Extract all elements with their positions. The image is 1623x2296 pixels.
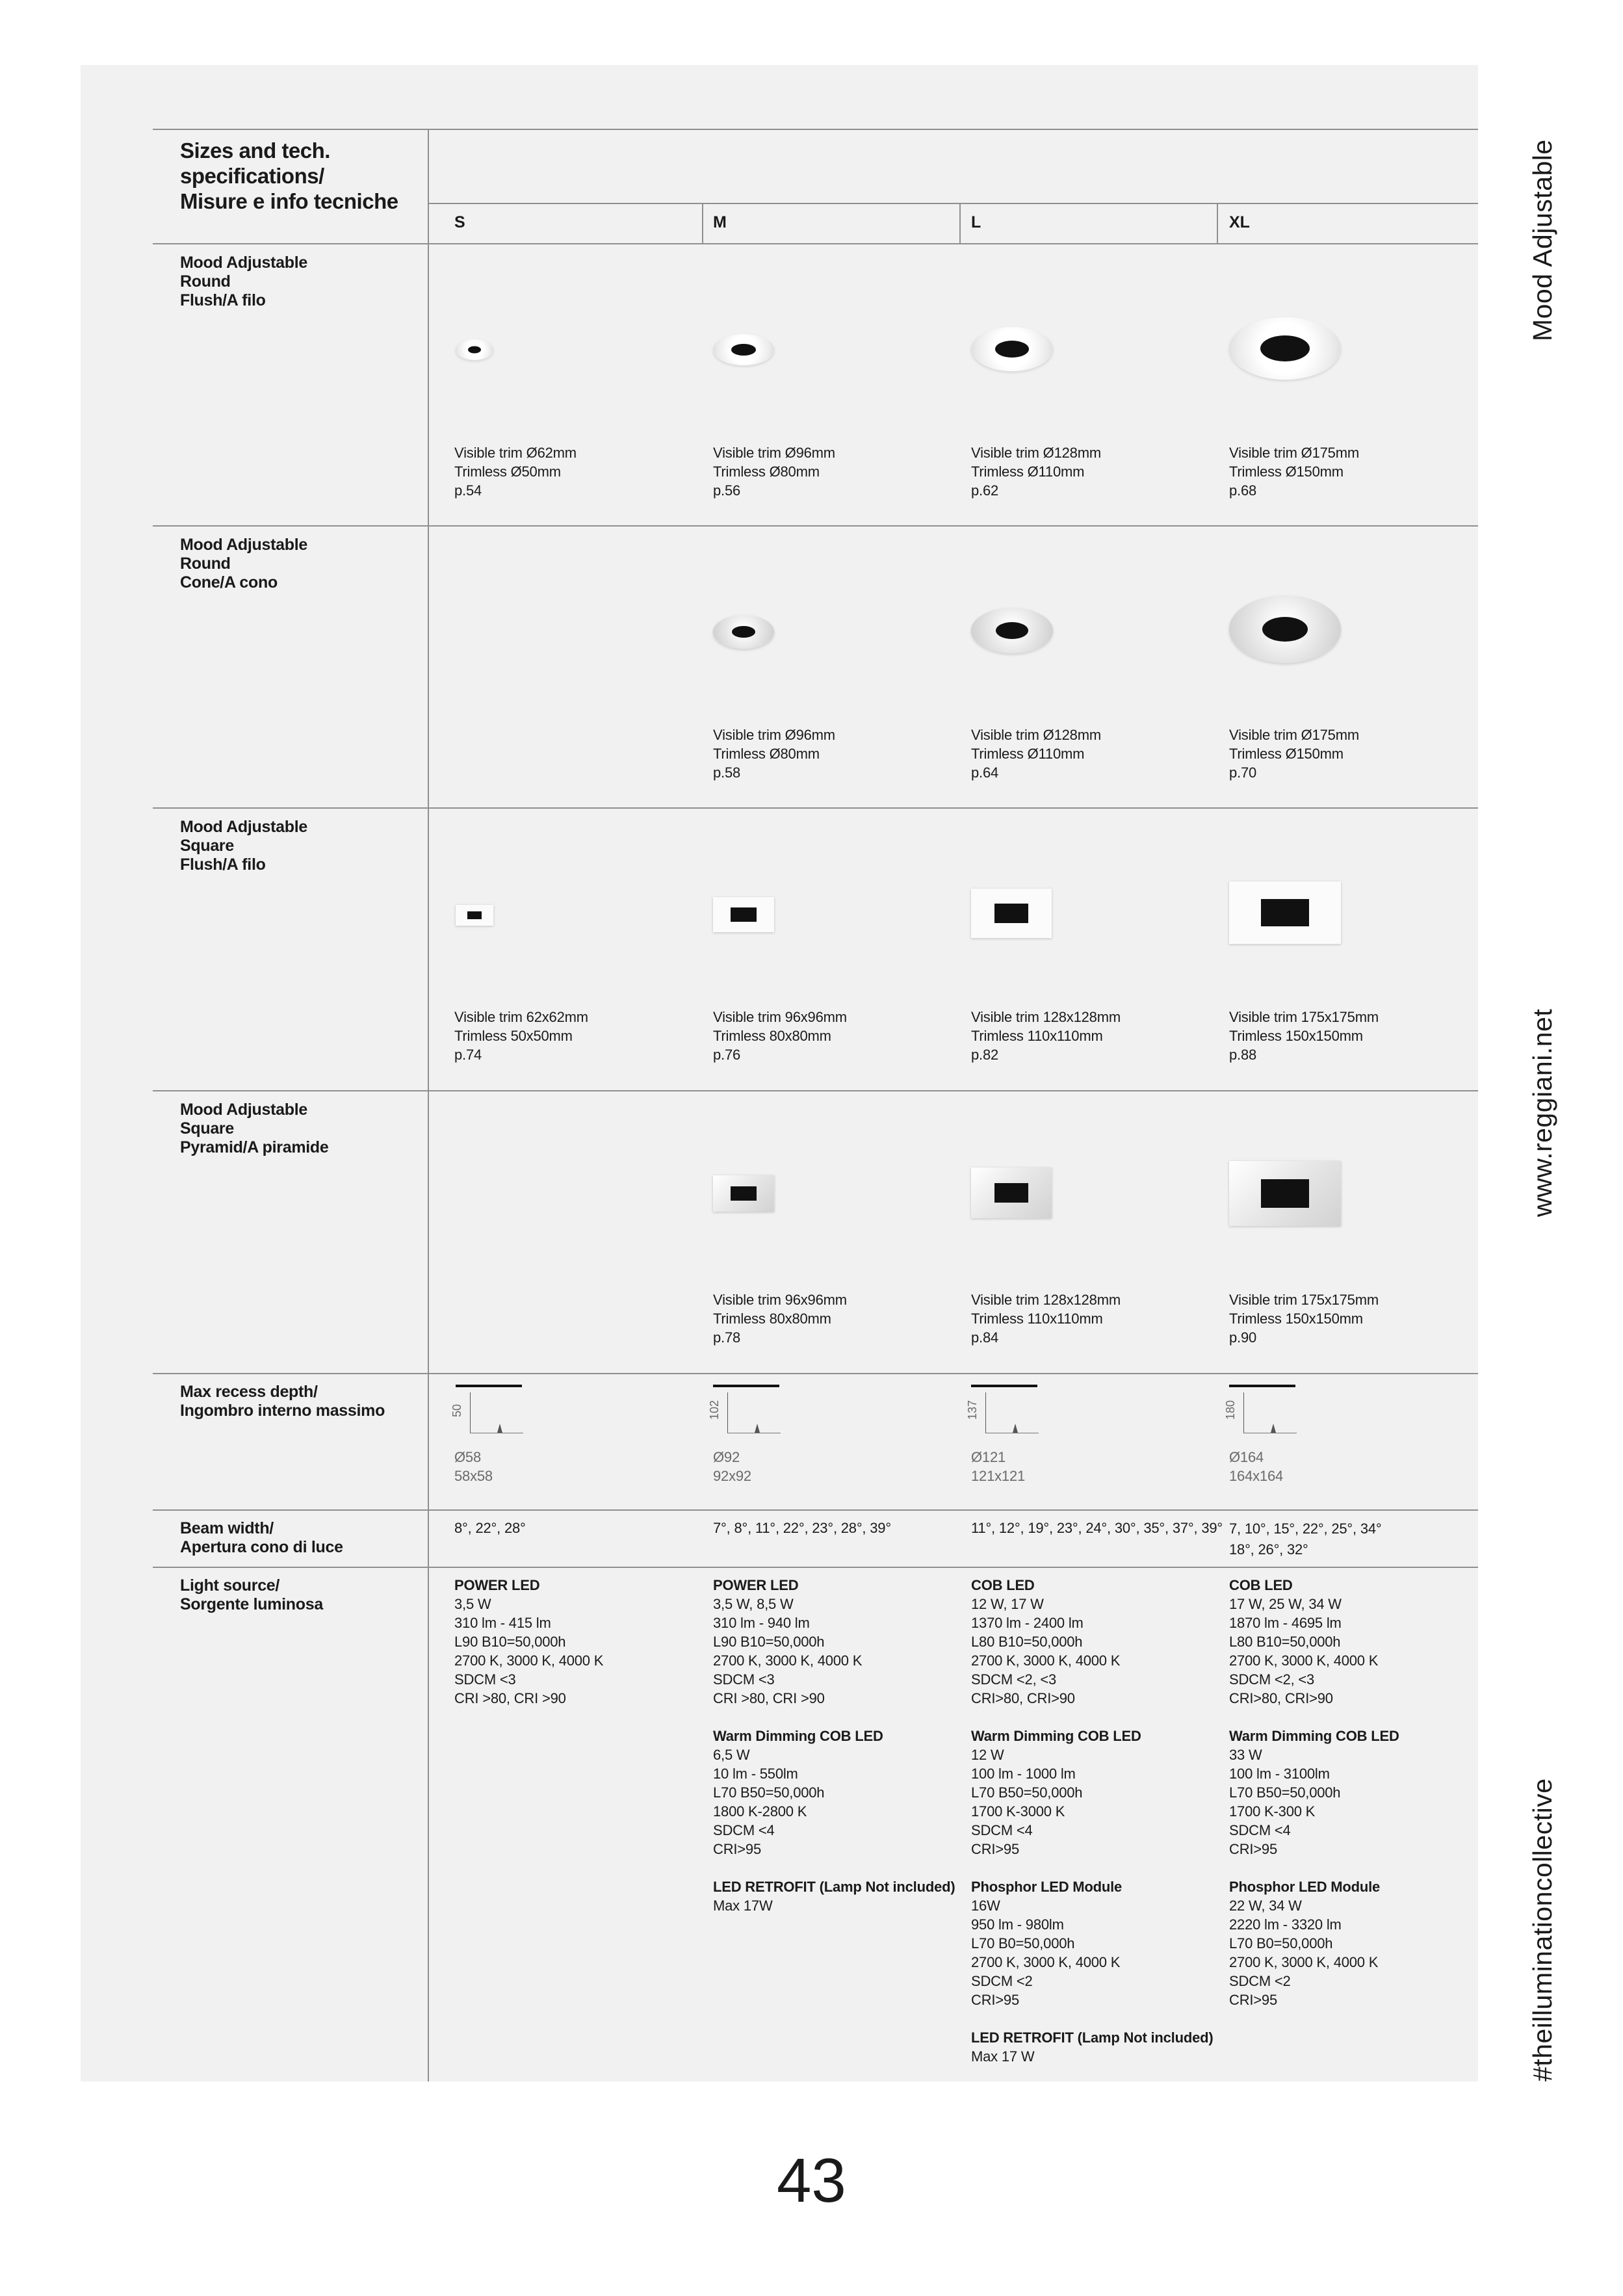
recess-size-xl: Ø164 164x164	[1229, 1449, 1284, 1484]
light-source-l: COB LED 12 W, 17 W 1370 lm - 2400 lm L80 B10=50,000h 2700 K, 3000 K, 4000 K SDCM <2, <3 CRI>80, CRI>90 Warm Dimming COB LED 12 W 100 lm - 1000 lm L70 B50=50,000h 1700 K-3000 K SDCM <4 CRI>95 Phosphor LED Module 16W 950 lm - 980lm L70 B0=50,000h 2700 K, 3000 K, 4000 K SDCM <2 CRI>95 LED RETROFIT (Lamp Not included) Max 17 W	[971, 1577, 1214, 2065]
square-pyramid-l-image	[971, 1168, 1052, 1218]
row-label-round-flush: Mood Adjustable Round Flush/A filo	[180, 254, 307, 309]
spec-square-flush-s: Visible trim 62x62mm Trimless 50x50mm p.74	[454, 1009, 588, 1063]
divider	[153, 525, 1478, 527]
square-pyramid-m-image	[713, 1175, 774, 1212]
row-label-square-flush: Mood Adjustable Square Flush/A filo	[180, 818, 307, 874]
beam-m: 7°, 8°, 11°, 22°, 23°, 28°, 39°	[713, 1520, 891, 1536]
round-flush-s-image	[456, 339, 493, 360]
spec-square-flush-m: Visible trim 96x96mm Trimless 80x80mm p.76	[713, 1009, 847, 1063]
recess-diagram-xl	[1224, 1385, 1301, 1437]
square-pyramid-xl-image	[1229, 1161, 1341, 1226]
divider	[153, 243, 1478, 244]
square-flush-xl-image	[1229, 881, 1341, 944]
square-flush-s-image	[456, 905, 493, 926]
light-source-s: POWER LED 3,5 W 310 lm - 415 lm L90 B10=50,000h 2700 K, 3000 K, 4000 K SDCM <3 CRI >80, CRI >90	[454, 1577, 604, 1706]
spec-square-flush-xl: Visible trim 175x175mm Trimless 150x150mm p.88	[1229, 1009, 1379, 1063]
row-label-round-cone: Mood Adjustable Round Cone/A cono	[180, 536, 307, 592]
recess-size-l: Ø121 121x121	[971, 1449, 1026, 1484]
spec-round-flush-l: Visible trim Ø128mm Trimless Ø110mm p.62	[971, 445, 1101, 499]
spec-round-flush-xl: Visible trim Ø175mm Trimless Ø150mm p.68	[1229, 445, 1359, 499]
light-source-xl: COB LED 17 W, 25 W, 34 W 1870 lm - 4695 lm L80 B10=50,000h 2700 K, 3000 K, 4000 K SDCM <2, <3 CRI>80, CRI>90 Warm Dimming COB LED 33 W 100 lm - 3100lm L70 B50=50,000h 1700 K-300 K SDCM <4 CRI>95 Phosphor LED Module 22 W, 34 W 2220 lm - 3320 lm L70 B0=50,000h 2700 K, 3000 K, 4000 K SDCM <2 CRI>95	[1229, 1577, 1399, 2008]
column-divider	[428, 129, 429, 2081]
recess-diagram-s	[450, 1385, 527, 1437]
spec-square-pyramid-m: Visible trim 96x96mm Trimless 80x80mm p.78	[713, 1292, 847, 1346]
table-title: Sizes and tech. specifications/ Misure e info tecniche	[180, 138, 398, 213]
round-cone-m-image	[713, 615, 774, 649]
light-source-m: POWER LED 3,5 W, 8,5 W 310 lm - 940 lm L90 B10=50,000h 2700 K, 3000 K, 4000 K SDCM <3 CRI >80, CRI >90 Warm Dimming COB LED 6,5 W 10 lm - 550lm L70 B50=50,000h 1800 K-2800 K SDCM <4 CRI>95 LED RETROFIT (Lamp Not included) Max 17W	[713, 1577, 955, 1914]
divider	[153, 1090, 1478, 1091]
divider	[153, 1509, 1478, 1511]
spec-round-cone-m: Visible trim Ø96mm Trimless Ø80mm p.58	[713, 727, 835, 781]
spec-round-cone-xl: Visible trim Ø175mm Trimless Ø150mm p.70	[1229, 727, 1359, 781]
row-label-beam: Beam width/ Apertura cono di luce	[180, 1519, 343, 1556]
round-cone-l-image	[971, 608, 1053, 653]
column-divider	[1217, 203, 1218, 243]
column-header-s: S	[454, 213, 465, 231]
square-flush-l-image	[971, 889, 1052, 938]
recess-depth-s: 50	[450, 1403, 463, 1417]
spec-square-pyramid-xl: Visible trim 175x175mm Trimless 150x150mm p.90	[1229, 1292, 1379, 1346]
square-flush-m-image	[713, 897, 774, 932]
divider	[153, 1567, 1478, 1568]
page-number: 43	[777, 2146, 846, 2215]
column-header-m: M	[713, 213, 727, 231]
round-flush-m-image	[713, 334, 774, 365]
side-text-hashtag: #theilluminationcollective	[1527, 1778, 1557, 2081]
beam-xl: 7, 10°, 15°, 22°, 25°, 34° 18°, 26°, 32°	[1229, 1520, 1382, 1558]
divider	[428, 203, 1478, 204]
spec-square-pyramid-l: Visible trim 128x128mm Trimless 110x110mm p.84	[971, 1292, 1121, 1346]
recess-depth-m: 102	[708, 1400, 721, 1420]
recess-diagram-l	[966, 1385, 1043, 1437]
spec-round-cone-l: Visible trim Ø128mm Trimless Ø110mm p.64	[971, 727, 1101, 781]
column-header-xl: XL	[1229, 213, 1250, 231]
spec-round-flush-m: Visible trim Ø96mm Trimless Ø80mm p.56	[713, 445, 835, 499]
row-label-recess: Max recess depth/ Ingombro interno massimo	[180, 1383, 385, 1420]
column-divider	[959, 203, 961, 243]
round-flush-xl-image	[1229, 317, 1341, 380]
recess-size-s: Ø58 58x58	[454, 1449, 493, 1484]
divider	[153, 807, 1478, 809]
column-divider	[702, 203, 703, 243]
beam-l: 11°, 12°, 19°, 23°, 24°, 30°, 35°, 37°, 39°	[971, 1520, 1223, 1536]
divider	[153, 129, 1478, 130]
spec-square-flush-l: Visible trim 128x128mm Trimless 110x110mm p.82	[971, 1009, 1121, 1063]
round-cone-xl-image	[1229, 595, 1341, 663]
side-text-website[interactable]: www.reggiani.net	[1527, 1008, 1557, 1217]
row-label-light-source: Light source/ Sorgente luminosa	[180, 1576, 323, 1613]
divider	[153, 1373, 1478, 1374]
spec-round-flush-s: Visible trim Ø62mm Trimless Ø50mm p.54	[454, 445, 577, 499]
recess-diagram-m	[708, 1385, 785, 1437]
beam-s: 8°, 22°, 28°	[454, 1520, 526, 1536]
column-header-l: L	[971, 213, 981, 231]
recess-depth-l: 137	[966, 1400, 979, 1420]
recess-depth-xl: 180	[1224, 1400, 1237, 1420]
recess-size-m: Ø92 92x92	[713, 1449, 751, 1484]
row-label-square-pyramid: Mood Adjustable Square Pyramid/A piramide	[180, 1101, 329, 1156]
round-flush-l-image	[971, 327, 1053, 371]
side-text-product: Mood Adjustable	[1527, 139, 1557, 341]
